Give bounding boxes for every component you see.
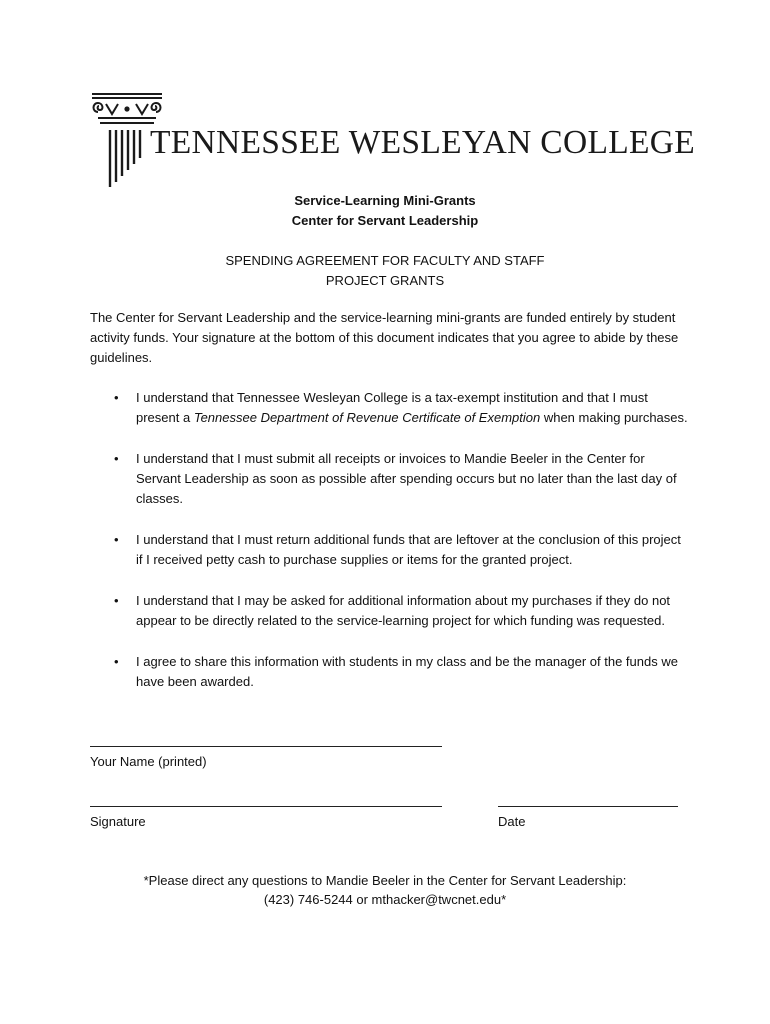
center-title: Center for Servant Leadership bbox=[291, 213, 479, 228]
signature-line[interactable] bbox=[90, 806, 442, 807]
intro-paragraph: The Center for Servant Leadership and the service-learning mini-grants are funded entirely by student activity funds. Your signature at the bottom of this document indicates that you agree to abide by these guidelines. bbox=[90, 310, 679, 365]
program-title: Service-Learning Mini-Grants bbox=[294, 193, 476, 208]
name-signature-line[interactable] bbox=[90, 746, 442, 747]
bullet-icon: • bbox=[114, 654, 119, 669]
list-item bbox=[90, 388, 690, 428]
guidelines-list bbox=[90, 388, 690, 713]
bullet-icon: • bbox=[114, 451, 119, 466]
bullet-text-before: I understand that Tennessee Wesleyan College is a tax-exempt institution and that I must present a bbox=[136, 390, 648, 425]
footer-contact-line1: *Please direct any questions to Mandie Beeler in the Center for Servant Leadership: bbox=[143, 873, 627, 888]
bullet-text: I understand that I must submit all receipts or invoices to Mandie Beeler in the Center for Servant Leadership as soon as possible after spending occurs but no later than the last day of classes. bbox=[136, 451, 677, 506]
bullet-text-after: when making purchases. bbox=[540, 410, 688, 425]
bullet-icon: • bbox=[114, 593, 119, 608]
signature-label: Signature bbox=[90, 814, 146, 829]
bullet-icon: • bbox=[114, 390, 119, 405]
bullet-text: I understand that I may be asked for additional information about my purchases if they do not appear to be directly related to the service-learning project for which funding was requested. bbox=[136, 593, 671, 628]
list-item bbox=[90, 591, 690, 631]
name-label: Your Name (printed) bbox=[90, 754, 207, 769]
footer-contact-line2: (423) 746-5244 or mthacker@twcnet.edu* bbox=[263, 892, 507, 907]
list-item bbox=[90, 652, 690, 692]
bullet-text-italic: Tennessee Department of Revenue Certificate of Exemption bbox=[193, 410, 541, 425]
date-label: Date bbox=[498, 814, 526, 829]
date-line[interactable] bbox=[498, 806, 678, 807]
list-item bbox=[90, 530, 690, 570]
agreement-title-line1: SPENDING AGREEMENT FOR FACULTY AND STAFF bbox=[225, 253, 545, 268]
college-name: TENNESSEE WESLEYAN COLLEGE bbox=[150, 124, 695, 161]
bullet-icon: • bbox=[114, 532, 119, 547]
college-logo bbox=[88, 90, 695, 190]
bullet-text: I agree to share this information with students in my class and be the manager of the funds we have been awarded. bbox=[136, 654, 678, 689]
list-item bbox=[90, 449, 690, 509]
bullet-text: I understand that I must return additional funds that are leftover at the conclusion of this project if I received petty cash to purchase supplies or items for the granted project. bbox=[136, 532, 681, 567]
agreement-title-line2: PROJECT GRANTS bbox=[325, 273, 445, 288]
